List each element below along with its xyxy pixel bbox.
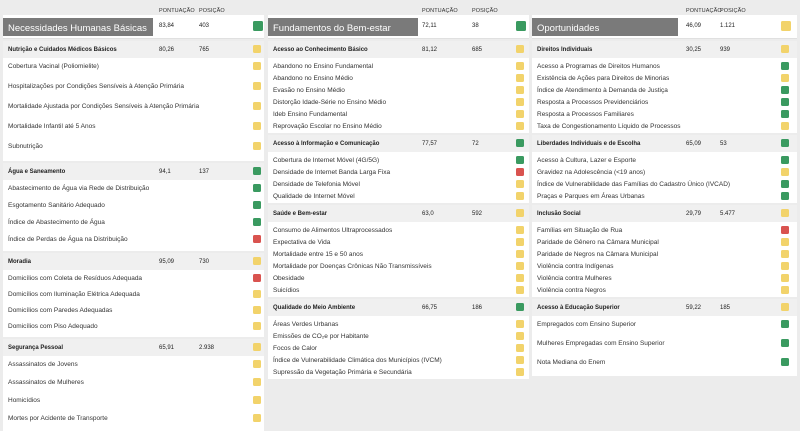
status-indicator: [253, 62, 261, 70]
indicator-row[interactable]: [532, 73, 797, 85]
component-score: 94,1: [159, 169, 171, 175]
status-indicator: [253, 142, 261, 150]
component-header[interactable]: [3, 41, 264, 58]
dimension-rank: 403: [199, 23, 210, 29]
column-header: [268, 0, 529, 15]
indicator-list: [532, 316, 797, 376]
indicator-row[interactable]: [268, 85, 529, 97]
indicator-label: Existência de Ações para Direitos de Minorias: [537, 75, 670, 82]
dimension-title: Necessidades Humanas Básicas: [3, 18, 153, 36]
status-indicator: [516, 226, 524, 234]
indicator-label: Consumo de Alimentos Ultraprocessados: [273, 227, 393, 234]
indicator-row[interactable]: [268, 191, 529, 203]
indicator-row[interactable]: [3, 217, 264, 234]
indicator-row[interactable]: [268, 73, 529, 85]
component-score: 81,12: [422, 47, 438, 53]
component-section: [268, 299, 529, 379]
status-indicator: [516, 274, 524, 282]
status-indicator: [781, 21, 791, 31]
component-score: 29,79: [686, 211, 702, 217]
indicator-label: Mortalidade entre 15 e 50 anos: [273, 251, 363, 258]
component-name: Nutrição e Cuidados Médicos Básicos: [8, 47, 117, 53]
indicator-label: Emissões de CO₂e por Habitante: [273, 333, 369, 340]
status-indicator: [781, 110, 789, 118]
status-indicator: [781, 339, 789, 347]
indicator-label: Gravidez na Adolescência (<19 anos): [537, 169, 646, 176]
component-header[interactable]: [268, 205, 529, 222]
status-indicator: [516, 110, 524, 118]
indicator-label: Mulheres Empregadas com Ensino Superior: [537, 340, 665, 347]
indicator-label: Índice de Perdas de Água na Distribuição: [8, 236, 128, 243]
indicator-label: Violência contra Negros: [537, 287, 606, 294]
component-rank: 765: [199, 47, 210, 53]
component-score: 77,57: [422, 141, 438, 147]
status-indicator: [781, 74, 789, 82]
indicator-list: [3, 180, 264, 251]
indicator-row[interactable]: [268, 273, 529, 285]
component-score: 65,91: [159, 345, 175, 351]
status-indicator: [253, 274, 261, 282]
status-indicator: [781, 139, 789, 147]
indicator-label: Resposta a Processos Previdenciários: [537, 99, 649, 106]
indicator-label: Paridade de Gênero na Câmara Municipal: [537, 239, 659, 246]
status-indicator: [516, 180, 524, 188]
indicator-label: Supressão da Vegetação Primária e Secundária: [273, 369, 412, 376]
status-indicator: [781, 262, 789, 270]
indicator-label: Assassinatos de Jovens: [8, 361, 78, 368]
indicator-row[interactable]: [532, 338, 797, 357]
indicator-row[interactable]: [532, 357, 797, 376]
indicator-label: Resposta a Processos Familiares: [537, 111, 634, 118]
indicator-label: Densidade de Internet Banda Larga Fixa: [273, 169, 391, 176]
component-score: 66,75: [422, 305, 438, 311]
indicator-row[interactable]: [3, 289, 264, 305]
status-indicator: [253, 378, 261, 386]
status-indicator: [781, 226, 789, 234]
status-indicator: [781, 45, 789, 53]
indicator-label: Índice de Vulnerabilidade das Famílias do Cadastro Único (IVCAD): [537, 181, 731, 188]
status-indicator: [253, 167, 261, 175]
status-indicator: [253, 184, 261, 192]
indicator-label: Suicídios: [273, 287, 300, 294]
status-indicator: [781, 168, 789, 176]
indicator-list: [3, 356, 264, 431]
indicator-row[interactable]: [268, 109, 529, 121]
indicator-list: [268, 316, 529, 379]
indicator-row[interactable]: [3, 359, 264, 377]
indicator-row[interactable]: [532, 97, 797, 109]
column-header: [532, 0, 797, 15]
status-indicator: [516, 156, 524, 164]
indicator-list: [3, 58, 264, 161]
component-score: 65,09: [686, 141, 702, 147]
status-indicator: [516, 192, 524, 200]
status-indicator: [516, 62, 524, 70]
indicator-row[interactable]: [268, 249, 529, 261]
status-indicator: [516, 86, 524, 94]
indicator-row[interactable]: [268, 61, 529, 73]
status-indicator: [516, 139, 524, 147]
rank-column-label: POSIÇÃO: [472, 8, 498, 14]
indicator-row[interactable]: [268, 237, 529, 249]
column-oportunidades: [532, 0, 797, 376]
component-name: Saúde e Bem-estar: [273, 211, 328, 217]
indicator-label: Taxa de Congestionamento Líquido de Processos: [537, 123, 681, 130]
indicator-row[interactable]: [532, 121, 797, 133]
component-name: Direitos Individuais: [537, 47, 593, 53]
component-name: Segurança Pessoal: [8, 345, 64, 351]
component-name: Água e Saneamento: [8, 169, 66, 175]
indicator-label: Densidade de Telefonia Móvel: [273, 181, 360, 188]
status-indicator: [516, 98, 524, 106]
indicator-label: Mortes por Acidente de Transporte: [8, 415, 108, 422]
indicator-row[interactable]: [532, 225, 797, 237]
status-indicator: [253, 322, 261, 330]
indicator-label: Mortalidade Ajustada por Condições Sensíveis à Atenção Primária: [8, 103, 200, 110]
component-rank: 137: [199, 169, 210, 175]
score-column-label: PONTUAÇÃO: [422, 8, 458, 14]
component-header[interactable]: [3, 253, 264, 270]
status-indicator: [253, 360, 261, 368]
status-indicator: [253, 257, 261, 265]
indicator-row[interactable]: [3, 121, 264, 141]
component-section: [3, 41, 264, 161]
score-column-label: PONTUAÇÃO: [159, 8, 195, 14]
status-indicator: [781, 156, 789, 164]
column-necessidades-humanas-basicas: [3, 0, 264, 431]
indicator-row[interactable]: [3, 273, 264, 289]
component-score: 80,26: [159, 47, 175, 53]
component-rank: 685: [472, 47, 483, 53]
indicator-label: Evasão no Ensino Médio: [273, 87, 345, 94]
component-section: [268, 41, 529, 133]
component-rank: 185: [720, 305, 731, 311]
indicator-row[interactable]: [268, 355, 529, 367]
component-section: [532, 135, 797, 203]
status-indicator: [781, 98, 789, 106]
indicator-row[interactable]: [532, 261, 797, 273]
indicator-list: [3, 270, 264, 337]
status-indicator: [516, 320, 524, 328]
status-indicator: [253, 21, 263, 31]
status-indicator: [253, 45, 261, 53]
component-section: [3, 163, 264, 251]
status-indicator: [516, 209, 524, 217]
indicator-row[interactable]: [268, 97, 529, 109]
dimension-score: 83,84: [159, 23, 175, 29]
indicator-row[interactable]: [268, 121, 529, 133]
indicator-label: Homicídios: [8, 397, 41, 404]
status-indicator: [781, 250, 789, 258]
dimension-rank: 1.121: [720, 23, 736, 29]
dimension-title: Fundamentos do Bem-estar: [268, 18, 418, 36]
component-score: 59,22: [686, 305, 702, 311]
component-header[interactable]: [268, 135, 529, 152]
status-indicator: [253, 414, 261, 422]
status-indicator: [781, 209, 789, 217]
component-header[interactable]: [268, 299, 529, 316]
indicator-label: Obesidade: [273, 275, 305, 282]
component-header[interactable]: [532, 205, 797, 222]
indicator-label: Domicílios com Paredes Adequadas: [8, 307, 113, 314]
indicator-row[interactable]: [532, 61, 797, 73]
status-indicator: [516, 332, 524, 340]
component-score: 30,25: [686, 47, 702, 53]
indicator-row[interactable]: [3, 413, 264, 431]
indicator-list: [532, 58, 797, 133]
indicator-row[interactable]: [268, 261, 529, 273]
indicator-label: Domicílios com Iluminação Elétrica Adequada: [8, 291, 140, 298]
indicator-row[interactable]: [532, 179, 797, 191]
indicator-label: Qualidade de Internet Móvel: [273, 193, 355, 200]
indicator-label: Assassinatos de Mulheres: [8, 379, 84, 386]
indicator-row[interactable]: [3, 234, 264, 251]
component-name: Qualidade do Meio Ambiente: [273, 305, 356, 311]
indicator-label: Acesso a Programas de Direitos Humanos: [537, 63, 660, 70]
indicator-list: [532, 152, 797, 203]
indicator-label: Acesso à Cultura, Lazer e Esporte: [537, 157, 636, 164]
indicator-label: Índice de Vulnerabilidade Climática dos Municípios (IVCM): [273, 357, 442, 364]
component-section: [3, 253, 264, 337]
indicator-row[interactable]: [532, 167, 797, 179]
indicator-label: Mortalidade por Doenças Crônicas Não Transmissíveis: [273, 263, 432, 270]
indicator-row[interactable]: [268, 179, 529, 191]
indicator-row[interactable]: [268, 167, 529, 179]
indicator-row[interactable]: [3, 321, 264, 337]
component-rank: 72: [472, 141, 479, 147]
indicator-label: Abastecimento de Água via Rede de Distribuição: [8, 185, 150, 192]
indicator-label: Esgotamento Sanitário Adequado: [8, 202, 105, 209]
indicator-label: Mortalidade Infantil até 5 Anos: [8, 123, 96, 130]
indicator-label: Abandono no Ensino Médio: [273, 75, 353, 82]
component-section: [532, 41, 797, 133]
dimension-header: [532, 15, 797, 39]
indicator-label: Áreas Verdes Urbanas: [273, 321, 339, 328]
component-rank: 2.938: [199, 345, 215, 351]
component-rank: 5.477: [720, 211, 736, 217]
indicator-label: Índice de Abastecimento de Água: [8, 219, 105, 226]
status-indicator: [781, 192, 789, 200]
status-indicator: [781, 238, 789, 246]
component-section: [268, 205, 529, 297]
indicator-row[interactable]: [3, 305, 264, 321]
component-name: Acesso à Informação e Comunicação: [273, 141, 380, 147]
status-indicator: [781, 303, 789, 311]
status-indicator: [253, 343, 261, 351]
indicator-row[interactable]: [532, 319, 797, 338]
status-indicator: [516, 356, 524, 364]
status-indicator: [781, 86, 789, 94]
component-section: [532, 205, 797, 297]
indicator-label: Domicílios com Coleta de Resíduos Adequada: [8, 275, 143, 282]
dimension-rank: 38: [472, 23, 479, 29]
dimension-score: 46,09: [686, 23, 702, 29]
status-indicator: [781, 62, 789, 70]
status-indicator: [516, 122, 524, 130]
indicator-label: Empregados com Ensino Superior: [537, 321, 636, 328]
component-header[interactable]: [268, 41, 529, 58]
indicator-row[interactable]: [268, 285, 529, 297]
status-indicator: [516, 238, 524, 246]
status-indicator: [781, 274, 789, 282]
status-indicator: [781, 286, 789, 294]
indicator-row[interactable]: [3, 101, 264, 121]
indicator-row[interactable]: [268, 367, 529, 379]
dimension-score: 72,11: [422, 23, 437, 29]
status-indicator: [253, 102, 261, 110]
indicator-row[interactable]: [3, 183, 264, 200]
indicator-label: Cobertura de Internet Móvel (4G/5G): [273, 157, 380, 164]
status-indicator: [516, 21, 526, 31]
indicator-list: [268, 58, 529, 133]
component-header[interactable]: [532, 135, 797, 152]
component-section: [532, 299, 797, 376]
indicator-label: Violência contra Indígenas: [537, 263, 614, 270]
status-indicator: [253, 396, 261, 404]
status-indicator: [253, 218, 261, 226]
status-indicator: [781, 358, 789, 366]
rank-column-label: POSIÇÃO: [720, 8, 746, 14]
indicator-label: Índice de Atendimento à Demanda de Justiça: [537, 87, 668, 94]
component-name: Liberdades Individuais e de Escolha: [537, 141, 641, 147]
status-indicator: [253, 290, 261, 298]
dimension-header: [268, 15, 529, 39]
component-rank: 186: [472, 305, 483, 311]
indicator-label: Nota Mediana do Enem: [537, 359, 606, 366]
component-rank: 939: [720, 47, 731, 53]
component-rank: 730: [199, 259, 210, 265]
status-indicator: [253, 201, 261, 209]
indicator-row[interactable]: [532, 285, 797, 297]
component-section: [3, 339, 264, 431]
status-indicator: [516, 262, 524, 270]
indicator-label: Hospitalizações por Condições Sensíveis à Atenção Primária: [8, 83, 184, 90]
indicator-row[interactable]: [3, 395, 264, 413]
component-name: Acesso ao Conhecimento Básico: [273, 47, 368, 53]
component-rank: 53: [720, 141, 727, 147]
indicator-label: Focos de Calor: [273, 345, 318, 352]
dimension-title: Oportunidades: [532, 18, 678, 36]
component-section: [268, 135, 529, 203]
component-name: Moradia: [8, 259, 32, 265]
status-indicator: [516, 45, 524, 53]
indicator-row[interactable]: [532, 155, 797, 167]
status-indicator: [516, 74, 524, 82]
indicator-row[interactable]: [268, 331, 529, 343]
indicator-label: Expectativa de Vida: [273, 239, 331, 246]
indicator-row[interactable]: [532, 273, 797, 285]
status-indicator: [253, 82, 261, 90]
indicator-list: [532, 222, 797, 297]
component-score: 63,0: [422, 211, 434, 217]
indicator-row[interactable]: [268, 225, 529, 237]
indicator-row[interactable]: [3, 200, 264, 217]
indicator-row[interactable]: [3, 61, 264, 81]
status-indicator: [516, 368, 524, 376]
component-name: Inclusão Social: [537, 211, 581, 217]
status-indicator: [516, 303, 524, 311]
indicator-label: Distorção Idade-Série no Ensino Médio: [273, 99, 387, 106]
score-column-label: PONTUAÇÃO: [686, 8, 722, 14]
component-header[interactable]: [532, 41, 797, 58]
indicator-row[interactable]: [268, 343, 529, 355]
component-score: 95,09: [159, 259, 175, 265]
status-indicator: [781, 122, 789, 130]
rank-column-label: POSIÇÃO: [199, 8, 225, 14]
indicator-row[interactable]: [532, 109, 797, 121]
status-indicator: [516, 286, 524, 294]
status-indicator: [516, 250, 524, 258]
indicator-label: Abandono no Ensino Fundamental: [273, 63, 374, 70]
status-indicator: [781, 180, 789, 188]
column-header: [3, 0, 264, 15]
indicator-label: Subnutrição: [8, 143, 43, 150]
dimension-header: [3, 15, 264, 39]
indicator-label: Ideb Ensino Fundamental: [273, 111, 348, 118]
component-header[interactable]: [532, 299, 797, 316]
indicator-label: Praças e Parques em Áreas Urbanas: [537, 193, 645, 200]
indicator-list: [268, 222, 529, 297]
indicator-row[interactable]: [268, 319, 529, 331]
indicator-label: Reprovação Escolar no Ensino Médio: [273, 123, 382, 130]
indicator-list: [268, 152, 529, 203]
status-indicator: [253, 122, 261, 130]
indicator-row[interactable]: [3, 377, 264, 395]
indicator-label: Violência contra Mulheres: [537, 275, 612, 282]
indicator-row[interactable]: [3, 141, 264, 161]
indicator-row[interactable]: [532, 249, 797, 261]
status-indicator: [516, 168, 524, 176]
indicator-row[interactable]: [3, 81, 264, 101]
indicator-label: Cobertura Vacinal (Poliomielite): [8, 63, 99, 70]
status-indicator: [516, 344, 524, 352]
indicator-label: Famílias em Situação de Rua: [537, 227, 623, 234]
indicator-row[interactable]: [532, 85, 797, 97]
indicator-row[interactable]: [532, 191, 797, 203]
indicator-row[interactable]: [268, 155, 529, 167]
status-indicator: [253, 306, 261, 314]
indicator-label: Paridade de Negros na Câmara Municipal: [537, 251, 659, 258]
indicator-label: Domicílios com Piso Adequado: [8, 323, 98, 330]
component-header[interactable]: [3, 163, 264, 180]
component-header[interactable]: [3, 339, 264, 356]
component-name: Acesso à Educação Superior: [537, 305, 620, 311]
column-fundamentos-do-bem-estar: [268, 0, 529, 379]
status-indicator: [253, 235, 261, 243]
component-rank: 592: [472, 211, 483, 217]
indicator-row[interactable]: [532, 237, 797, 249]
status-indicator: [781, 320, 789, 328]
